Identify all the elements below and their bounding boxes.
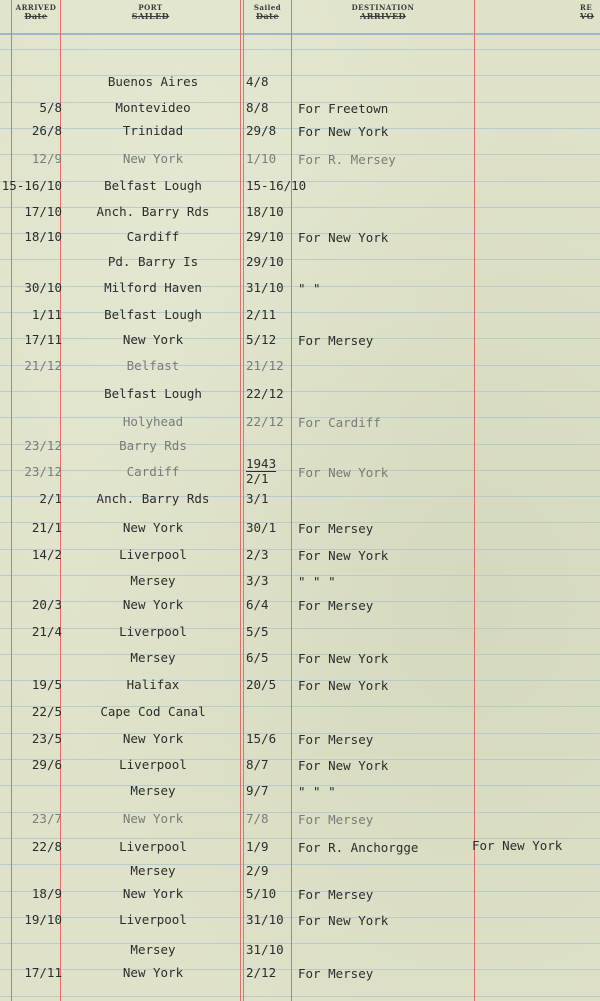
destination: For New York: [298, 651, 389, 666]
destination: For New York: [298, 548, 389, 563]
header-sailed: [244, 4, 291, 20]
port-name: New York: [122, 886, 184, 901]
sailed-date: 2/3: [246, 547, 269, 562]
port-name: Mersey: [130, 942, 176, 957]
margin-line: [11, 0, 12, 1001]
sailed-date: 5/10: [246, 886, 277, 901]
destination: For Mersey: [298, 598, 374, 613]
sailed-date: 8/8: [246, 100, 269, 115]
arrived-date: 21/4: [31, 624, 62, 639]
header-destination-bottom: ARRIVED: [360, 11, 406, 21]
port-name: Halifax: [126, 677, 180, 692]
port-name: Liverpool: [119, 624, 187, 639]
port-name: Liverpool: [119, 547, 187, 562]
port-name: Belfast: [126, 358, 180, 373]
arrived-date: 26/8: [31, 123, 62, 138]
port-name: Mersey: [130, 650, 176, 665]
port-name: Mersey: [130, 863, 176, 878]
arrived-date: 22/8: [31, 839, 62, 854]
column-divider-sailed: [291, 0, 292, 1001]
port-name: Mersey: [130, 573, 176, 588]
port-name: New York: [122, 965, 184, 980]
arrived-date: 17/11: [24, 332, 62, 347]
arrived-date: 18/10: [24, 229, 62, 244]
sailed-date: 29/8: [246, 123, 277, 138]
sailed-date: 2/1: [246, 471, 269, 486]
arrived-date: 30/10: [24, 280, 62, 295]
arrived-date: 21/1: [31, 520, 62, 535]
destination: For Mersey: [298, 333, 374, 348]
destination: For R. Mersey: [298, 152, 396, 167]
port-name: Cardiff: [126, 464, 180, 479]
port-name: New York: [122, 597, 184, 612]
port-name: Montevideo: [115, 100, 191, 115]
sailed-date: 20/5: [246, 677, 277, 692]
header-rule: [0, 33, 600, 35]
arrived-date: 14/2: [31, 547, 62, 562]
port-name: Barry Rds: [119, 438, 187, 453]
sailed-date: 18/10: [246, 204, 284, 219]
sailed-date: 21/12: [246, 358, 284, 373]
sailed-date: 8/7: [246, 757, 269, 772]
sailed-date: 1/10: [246, 151, 277, 166]
destination: " ": [298, 281, 321, 296]
port-name: Anch. Barry Rds: [96, 204, 210, 219]
port-name: Belfast Lough: [104, 178, 202, 193]
port-name: Pd. Barry Is: [107, 254, 199, 269]
sailed-date: 6/4: [246, 597, 269, 612]
column-divider-port-inner: [243, 0, 244, 1001]
destination: For Freetown: [298, 101, 389, 116]
sailed-date: 5/5: [246, 624, 269, 639]
destination: For Cardiff: [298, 415, 381, 430]
remarks-entry: For New York: [472, 838, 563, 853]
destination: For Mersey: [298, 812, 374, 827]
arrived-date: 5/8: [39, 100, 62, 115]
arrived-date: 2/1: [39, 491, 62, 506]
port-name: Mersey: [130, 783, 176, 798]
sailed-date: 2/9: [246, 863, 269, 878]
destination: For New York: [298, 465, 389, 480]
port-name: New York: [122, 520, 184, 535]
arrived-date: 12/9: [31, 151, 62, 166]
header-port-top: PORT: [138, 3, 163, 12]
arrived-date: 20/3: [31, 597, 62, 612]
arrived-date: 15-16/10: [1, 178, 62, 193]
header-sailed-bottom: Date: [256, 11, 279, 21]
destination: " " ": [298, 574, 336, 589]
port-name: Belfast Lough: [104, 386, 202, 401]
port-name: Holyhead: [122, 414, 184, 429]
destination: For New York: [298, 230, 389, 245]
port-name: Belfast Lough: [104, 307, 202, 322]
destination: For Mersey: [298, 732, 374, 747]
header-arrived: [12, 4, 60, 20]
arrived-date: 23/5: [31, 731, 62, 746]
port-name: Trinidad: [122, 123, 184, 138]
port-name: Buenos Aires: [107, 74, 199, 89]
sailed-date: 4/8: [246, 74, 269, 89]
sailed-date: 31/10: [246, 280, 284, 295]
port-name: New York: [122, 332, 184, 347]
port-name: New York: [122, 151, 184, 166]
header-destination: [292, 4, 474, 20]
header-remarks: [580, 4, 600, 20]
sailed-date: 15-16/10: [246, 178, 307, 193]
sailed-date: 22/12: [246, 414, 284, 429]
destination: For Mersey: [298, 887, 374, 902]
sailed-date: 6/5: [246, 650, 269, 665]
header-destination-top: DESTINATION: [351, 3, 415, 12]
destination: For New York: [298, 124, 389, 139]
destination: " " ": [298, 784, 336, 799]
port-name: Cardiff: [126, 229, 180, 244]
sailed-date: 30/1: [246, 520, 277, 535]
header-arrived-bottom: Date: [24, 11, 48, 21]
column-divider-port: [240, 0, 241, 1001]
header-port: [61, 4, 240, 20]
arrived-date: 23/12: [24, 438, 62, 453]
header-arrived-top: ARRIVED: [15, 3, 57, 12]
sailed-date: 9/7: [246, 783, 269, 798]
sailed-date: 3/3: [246, 573, 269, 588]
arrived-date: 19/10: [24, 912, 62, 927]
arrived-date: 19/5: [31, 677, 62, 692]
header-remarks-top: RE: [580, 3, 593, 12]
destination: For New York: [298, 678, 389, 693]
ruled-line: [0, 49, 600, 50]
arrived-date: 22/5: [31, 704, 62, 719]
arrived-date: 18/9: [31, 886, 62, 901]
destination: For R. Anchorgge: [298, 840, 419, 855]
arrived-date: 23/12: [24, 464, 62, 479]
destination: For New York: [298, 758, 389, 773]
sailed-date: 2/12: [246, 965, 277, 980]
port-name: Milford Haven: [104, 280, 202, 295]
destination: For Mersey: [298, 966, 374, 981]
port-name: New York: [122, 731, 184, 746]
destination: For New York: [298, 913, 389, 928]
arrived-date: 1/11: [31, 307, 62, 322]
arrived-date: 29/6: [31, 757, 62, 772]
header-remarks-bottom: VO: [580, 11, 595, 21]
port-name: Liverpool: [119, 912, 187, 927]
sailed-date: 5/12: [246, 332, 277, 347]
port-name: Anch. Barry Rds: [96, 491, 210, 506]
arrived-date: 17/10: [24, 204, 62, 219]
port-name: Liverpool: [119, 757, 187, 772]
ruled-line: [0, 996, 600, 997]
arrived-date: 23/7: [31, 811, 62, 826]
year-label: 1943: [246, 456, 277, 471]
sailed-date-with-year: [246, 457, 276, 485]
sailed-date: 29/10: [246, 229, 284, 244]
destination: For Mersey: [298, 521, 374, 536]
sailed-date: 3/1: [246, 491, 269, 506]
sailed-date: 1/9: [246, 839, 269, 854]
sailed-date: 31/10: [246, 942, 284, 957]
arrived-date: 17/11: [24, 965, 62, 980]
port-name: Liverpool: [119, 839, 187, 854]
sailed-date: 31/10: [246, 912, 284, 927]
port-name: New York: [122, 811, 184, 826]
sailed-date: 22/12: [246, 386, 284, 401]
sailed-date: 2/11: [246, 307, 277, 322]
header-port-bottom: SAILED: [131, 11, 170, 21]
sailed-date: 29/10: [246, 254, 284, 269]
sailed-date: 7/8: [246, 811, 269, 826]
arrived-date: 21/12: [24, 358, 62, 373]
port-name: Cape Cod Canal: [100, 704, 206, 719]
header-sailed-top: Sailed: [253, 3, 282, 12]
sailed-date: 15/6: [246, 731, 277, 746]
